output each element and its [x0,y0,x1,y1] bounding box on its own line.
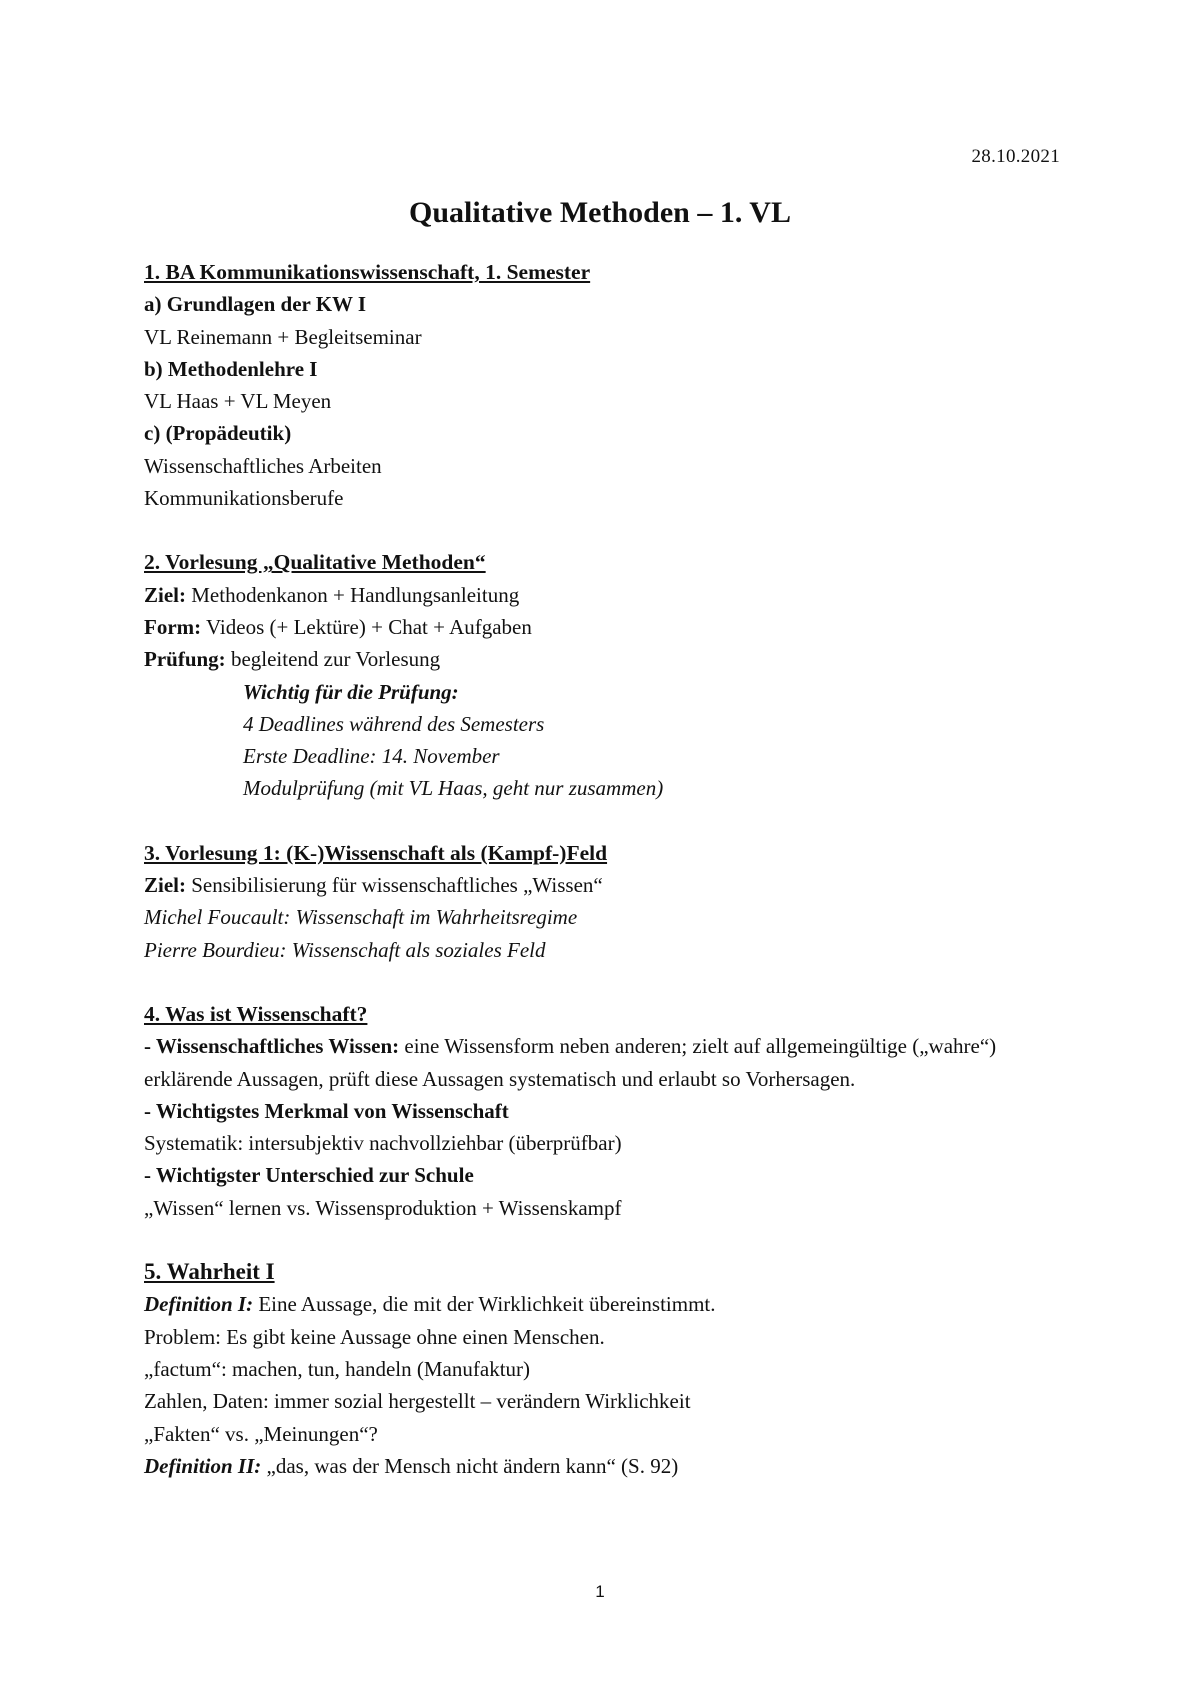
page-number: 1 [595,1582,605,1601]
section-1-heading: 1. BA Kommunikationswissenschaft, 1. Semester [144,260,591,284]
section-4-paragraph-1 [144,1030,1084,1095]
section-2-form [144,611,1084,643]
section-4-p1-label: - Wissenschaftliches Wissen: [144,1034,400,1059]
section-1-a-label: a) Grundlagen der KW I [144,292,367,317]
section-5-def2-text: „das, was der Mensch nicht ändern kann“ (S. 92) [266,1453,679,1478]
section-1-c-label: c) (Propädeutik) [144,421,292,446]
section-1-a-text: VL Reinemann + Begleitseminar [144,324,422,349]
section-4-p1-text: eine Wissensform neben anderen; zielt auf allgemeingültige („wahre“) erklärende Aussagen, prüft diese Aussagen systematisch und erlaubt so Vorhersagen. [144,1034,997,1091]
section-2-pruefung [144,643,1084,675]
section-5-def2-label: Definition II: [144,1453,262,1478]
section-5-line-3: Zahlen, Daten: immer sozial hergestellt – verändern Wirklichkeit [144,1389,691,1414]
section-5-definition-1 [144,1288,1084,1320]
section-4-p2-label: - Wichtigstes Merkmal von Wissenschaft [144,1098,509,1123]
section-4-heading: 4. Was ist Wissenschaft? [144,1001,368,1026]
document-title: Qualitative Methoden – 1. VL [409,196,791,229]
section-5-definition-2 [144,1450,1084,1482]
document-date: 28.10.2021 [971,146,1060,167]
section-2-pruefung-text: begleitend zur Vorlesung [230,647,441,672]
section-4-p3-label: - Wichtigster Unterschied zur Schule [144,1163,474,1188]
section-5-line-4: „Fakten“ vs. „Meinungen“? [144,1421,378,1446]
section-2-form-text: Videos (+ Lektüre) + Chat + Aufgaben [206,614,532,639]
section-3-heading: 3. Vorlesung 1: (K-)Wissenschaft als (Kampf-)Feld [144,840,608,865]
section-1-b-label: b) Methodenlehre I [144,356,318,381]
section-2-wichtig-label: Wichtig für die Prüfung: [243,679,459,704]
section-1-c-text-1: Wissenschaftliches Arbeiten [144,453,382,478]
section-5-line-2: „factum“: machen, tun, handeln (Manufaktur) [144,1356,531,1381]
section-3-line-1: Michel Foucault: Wissenschaft im Wahrheitsregime [144,905,578,930]
section-2-pruefung-label: Prüfung: [144,647,226,672]
section-3-ziel [144,869,1084,901]
section-3-ziel-label: Ziel: [144,873,186,898]
section-4-p2-text: Systematik: intersubjektiv nachvollziehbar (überprüfbar) [144,1131,622,1156]
section-2-ziel [144,579,1084,611]
section-3-line-2: Pierre Bourdieu: Wissenschaft als soziales Feld [144,937,546,962]
section-2-form-label: Form: [144,614,202,639]
section-2-item-3: Modulprüfung (mit VL Haas, geht nur zusammen) [243,776,664,801]
section-2-wichtig [144,676,1084,708]
section-2-item-2: Erste Deadline: 14. November [243,744,500,769]
section-5-heading: 5. Wahrheit I [144,1259,275,1285]
section-1-c-text-2: Kommunikationsberufe [144,486,344,511]
section-2-ziel-label: Ziel: [144,582,186,607]
section-2-heading: 2. Vorlesung „Qualitative Methoden“ [144,550,486,575]
document-body [144,256,1084,1482]
section-2-item-1: 4 Deadlines während des Semesters [243,711,545,736]
section-5-line-1: Problem: Es gibt keine Aussage ohne einen Menschen. [144,1324,605,1349]
section-5-def1-text: Eine Aussage, die mit der Wirklichkeit übereinstimmt. [258,1292,716,1317]
section-1-b-text: VL Haas + VL Meyen [144,389,332,414]
section-3-ziel-text: Sensibilisierung für wissenschaftliches „Wissen“ [191,873,603,898]
section-4-p3-text: „Wissen“ lernen vs. Wissensproduktion + Wissenskampf [144,1195,622,1220]
section-5-def1-label: Definition I: [144,1292,254,1317]
section-2-ziel-text: Methodenkanon + Handlungsanleitung [191,582,520,607]
